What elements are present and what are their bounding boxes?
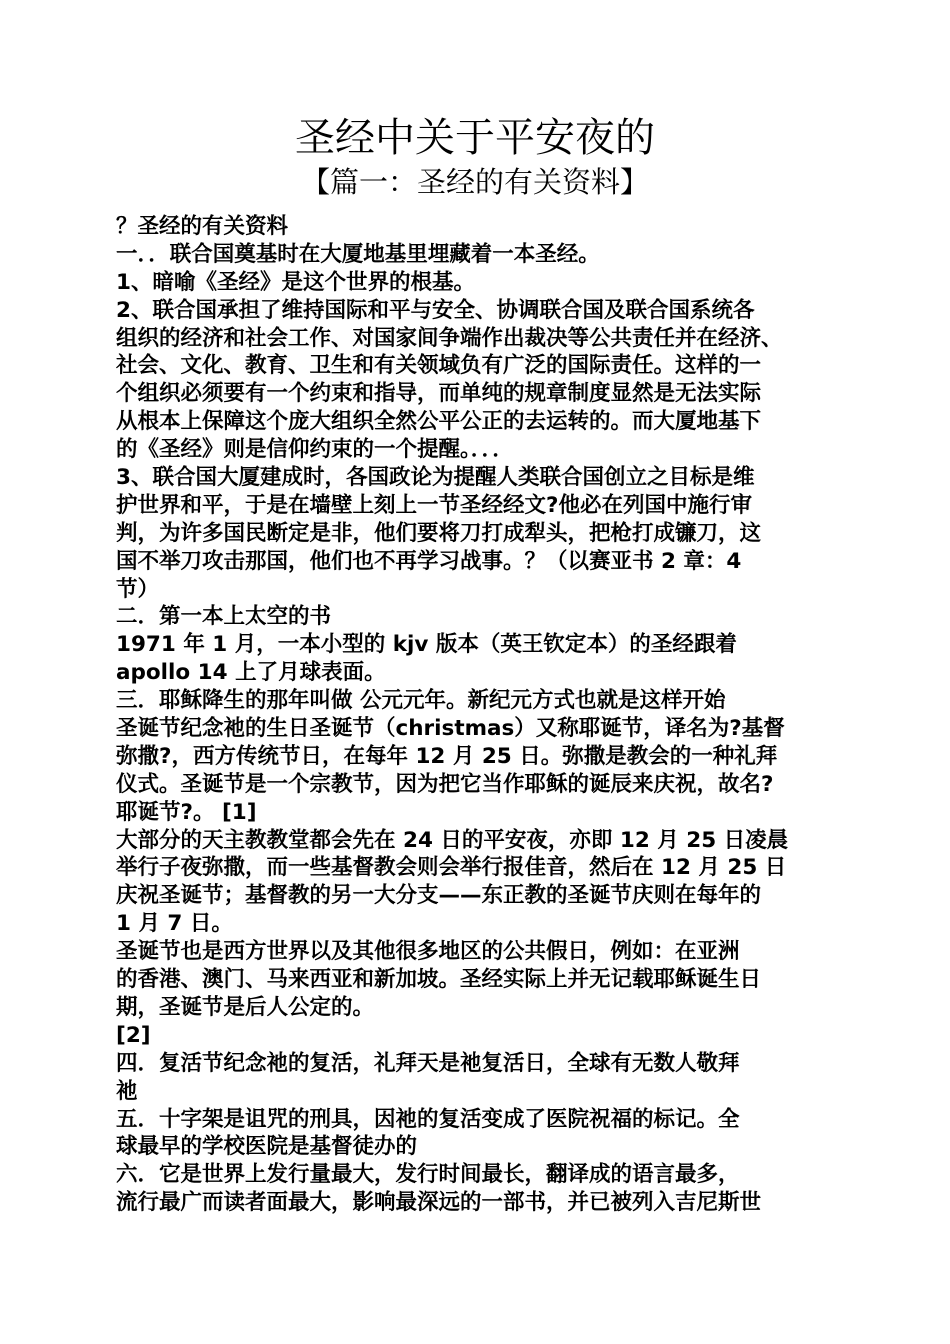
text-line: 1、暗喻《圣经》是这个世界的根基。: [116, 269, 475, 295]
text-line: 社会、文化、教育、卫生和有关领域负有广泛的国际责任。这样的一: [116, 353, 762, 379]
text-line: 举行子夜弥撒，而一些基督教会则会举行报佳音，然后在 12 月 25 日: [116, 855, 787, 881]
document-subtitle: 【篇一：圣经的有关资料】: [300, 165, 649, 199]
text-line: 流行最广而读者面最大，影响最深远的一部书，并已被列入吉尼斯世: [116, 1190, 762, 1216]
text-line: 1971 年 1 月，一本小型的 kjv 版本（英王钦定本）的圣经跟着: [116, 632, 737, 658]
text-line: 庆祝圣诞节；基督教的另一大分支——东正教的圣诞节庆则在每年的: [116, 883, 762, 909]
text-line: 四．复活节纪念祂的复活，礼拜天是祂复活日，全球有无数人敬拜: [116, 1050, 740, 1076]
text-line: 国不举刀攻击那国，他们也不再学习战事。？（以赛亚书 2 章：4: [116, 548, 742, 574]
text-line: 圣诞节也是西方世界以及其他很多地区的公共假日，例如：在亚洲: [116, 939, 740, 965]
text-line: ？圣经的有关资料: [116, 214, 289, 239]
text-line: 弥撒?，西方传统节日，在每年 12 月 25 日。弥撒是教会的一种礼拜: [116, 743, 778, 769]
text-line: 3、联合国大厦建成时，各国政论为提醒人类联合国创立之目标是维: [116, 465, 755, 491]
text-line: 1 月 7 日。: [116, 911, 233, 937]
document-body: [116, 213, 838, 1217]
text-line: 二．第一本上太空的书: [116, 604, 332, 630]
text-line: 大部分的天主教教堂都会先在 24 日的平安夜，亦即 12 月 25 日凌晨: [116, 827, 789, 853]
text-line: 个组织必须要有一个约束和指导，而单纯的规章制度显然是无法实际: [116, 381, 762, 407]
text-line: [2]: [116, 1022, 151, 1048]
text-line: 的香港、澳门、马来西亚和新加坡。圣经实际上并无记载耶稣诞生日: [116, 967, 762, 993]
text-line: 期，圣诞节是后人公定的。: [116, 994, 375, 1020]
text-line: 五．十字架是诅咒的刑具，因祂的复活变成了医院祝福的标记。全: [116, 1106, 740, 1132]
text-line: 从根本上保障这个庞大组织全然公平公正的去运转的。而大厦地基下: [116, 409, 762, 435]
text-line: 六．它是世界上发行量最大，发行时间最长，翻译成的语言最多，: [116, 1162, 740, 1188]
text-line: 圣诞节纪念祂的生日圣诞节（christmas）又称耶诞节，译名为?基督: [116, 716, 785, 742]
text-line: 祂: [116, 1078, 138, 1104]
text-line: 2、联合国承担了维持国际和平与安全、协调联合国及联合国系统各: [116, 297, 755, 323]
text-line: 仪式。圣诞节是一个宗教节，因为把它当作耶稣的诞辰来庆祝，故名?: [116, 771, 774, 797]
text-line: 耶诞节?。 [1]: [116, 799, 257, 825]
text-line: 护世界和平，于是在墙壁上刻上一节圣经经文?他必在列国中施行审: [116, 492, 752, 518]
text-line: 三．耶稣降生的那年叫做 公元元年。新纪元方式也就是这样开始: [116, 688, 726, 714]
text-line: 节）: [116, 576, 160, 602]
text-line: 判，为许多国民断定是非，他们要将刀打成犁头，把枪打成镰刀，这: [116, 520, 762, 546]
document-title: 圣经中关于平安夜的: [295, 115, 655, 161]
text-line: 球最早的学校医院是基督徒办的: [116, 1134, 418, 1160]
text-line: 的《圣经》则是信仰约束的一个提醒。．．．: [116, 437, 514, 463]
text-line: 一．．联合国奠基时在大厦地基里埋藏着一本圣经。: [116, 241, 600, 267]
text-line: 组织的经济和社会工作、对国家间争端作出裁决等公共责任并在经济、: [116, 325, 783, 351]
text-line: apollo 14 上了月球表面。: [116, 660, 386, 686]
